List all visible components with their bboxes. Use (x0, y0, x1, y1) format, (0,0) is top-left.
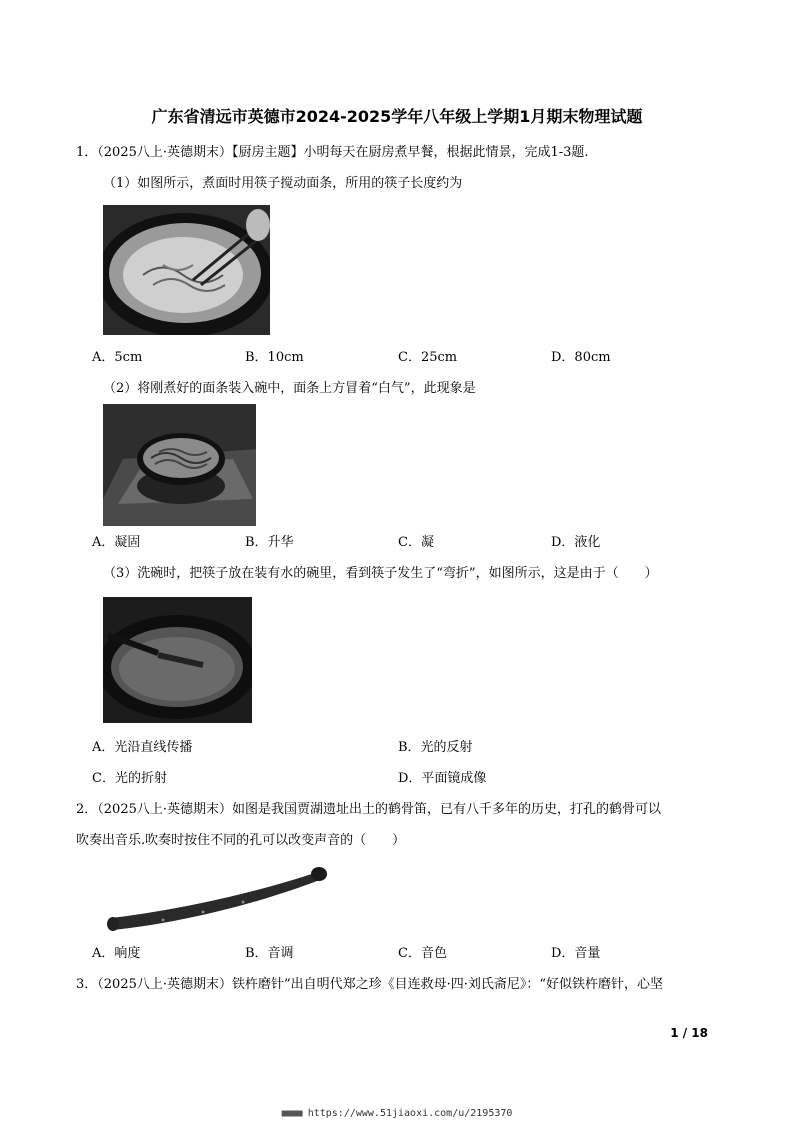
q1-1-option-c: C．25cm (398, 350, 458, 365)
question-1-part-1: （1）如图所示，煮面时用筷子搅动面条，所用的筷子长度约为 (103, 176, 463, 191)
q2-option-b: B．音调 (245, 946, 294, 961)
page-number: 1 / 18 (670, 1026, 708, 1040)
footer-url[interactable]: https://www.51jiaoxi.com/u/2195370 (307, 1108, 513, 1119)
q2-option-d: D．音量 (551, 946, 601, 961)
question-2-stem-line-2: 吹奏出音乐.吹奏时按住不同的孔可以改变声音的（ ） (76, 833, 406, 848)
bone-flute-photo (103, 862, 331, 932)
q1-3-option-d: D．平面镜成像 (398, 771, 487, 786)
q1-3-option-a: A．光沿直线传播 (92, 740, 193, 755)
question-2-stem-line-1: 2．（2025八上·英德期末）如图是我国贾湖遗址出土的鹤骨笛，已有八千多年的历史，打孔的鹤骨可以 (76, 802, 661, 817)
q1-2-option-d: D．液化 (551, 535, 601, 550)
q2-option-a: A．响度 (92, 946, 141, 961)
noodle-bowl-photo (103, 404, 256, 526)
page-title: 广东省清远市英德市2024-2025学年八年级上学期1月期末物理试题 (151, 107, 643, 126)
footer-marker: ■■■■ (281, 1108, 302, 1119)
q1-1-option-a: A．5cm (92, 350, 143, 365)
noodle-pot-photo (103, 205, 270, 335)
q1-3-option-b: B．光的反射 (398, 740, 473, 755)
bent-chopstick-photo (103, 597, 252, 723)
footer (0, 1108, 794, 1119)
question-1-part-2: （2）将刚煮好的面条装入碗中，面条上方冒着“白气”，此现象是 (103, 381, 476, 396)
q1-2-option-c: C．凝 (398, 535, 434, 550)
q1-2-option-a: A．凝固 (92, 535, 141, 550)
q1-1-option-b: B．10cm (245, 350, 304, 365)
q1-2-option-b: B．升华 (245, 535, 294, 550)
q1-3-option-c: C．光的折射 (92, 771, 167, 786)
question-1-stem: 1．（2025八上·英德期末）【厨房主题】小明每天在厨房煮早餐，根据此情景，完成1-3题. (76, 145, 589, 160)
question-3-stem-line-1: 3．（2025八上·英德期末）铁杵磨针”出自明代郑之珍《目连救母·四·刘氏斋尼》：“好似铁杵磨针，心坚 (76, 977, 664, 992)
q2-option-c: C．音色 (398, 946, 447, 961)
question-1-part-3: （3）洗碗时，把筷子放在装有水的碗里，看到筷子发生了“弯折”，如图所示，这是由于（ ） (103, 566, 658, 581)
q1-1-option-d: D．80cm (551, 350, 611, 365)
